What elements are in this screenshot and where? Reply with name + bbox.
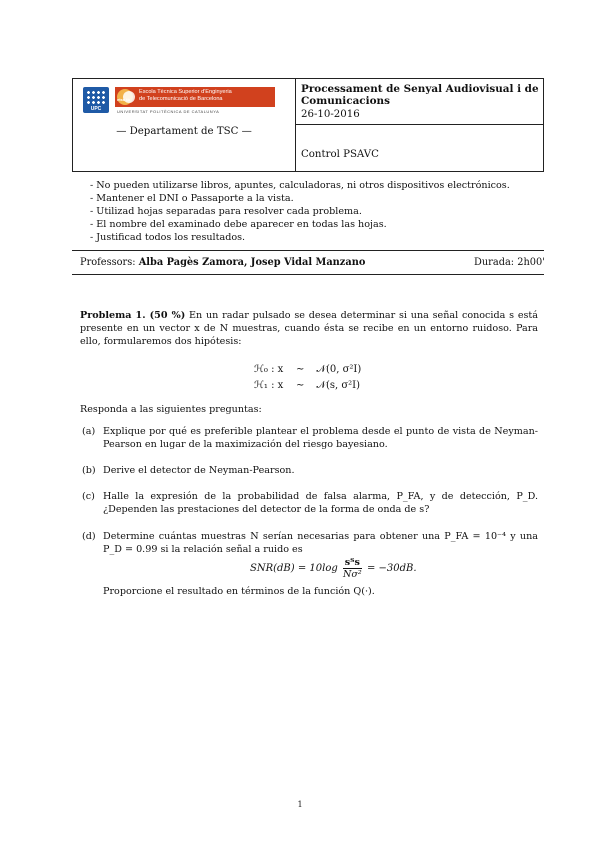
rules-list	[90, 179, 550, 244]
header-divider	[295, 79, 296, 171]
rule-item: - Utilizad hojas separadas para resolver cada problema.	[90, 206, 362, 217]
professors: Professors: Alba Pagès Zamora, Josep Vidal Manzano	[80, 257, 366, 268]
snr-formula: SNR(dB) = 10log $\frac{\text{sᵀs}}{\text{Nσ²}}$ = −30dB.	[250, 557, 417, 580]
divider-bottom	[72, 274, 544, 275]
question-d: (d) Determine cuántas muestras N serían necesarias para obtener una P_FA = 10⁻⁴ y una P_D = 0.99 si la relación señal a ruido es	[82, 531, 538, 555]
etsetb-logo: etse tb Escola Tècnica Superior d'Enginyeria de Telecomunicació de Barcelona	[115, 87, 275, 107]
question-b: (b) Derive el detector de Neyman-Pearson.	[82, 465, 295, 476]
duration: Durada: 2h00'	[474, 257, 545, 268]
logos	[83, 85, 283, 119]
question-c: (c) Halle la expresión de la probabilidad de falsa alarma, P_FA, y de detección, P_D. ¿Dependen las prestaciones del detector de la forma de onda de s?	[82, 491, 538, 515]
question-d-closing: Proporcione el resultado en términos de la función Q(·).	[103, 586, 375, 597]
problem-intro: En un radar pulsado se desea determinar si una señal conocida s está presente en un vector x de N muestras, cuando ésta se recibe en un entorno ruidoso. Para ello, formularemos dos hipótesis:	[80, 310, 538, 347]
upc-subtitle: UNIVERSITAT POLITÈCNICA DE CATALUNYA	[117, 109, 220, 114]
problem-title: Problema 1. (50 %)	[80, 310, 186, 321]
exam-header	[72, 78, 544, 172]
problem-statement	[80, 309, 538, 348]
department: — Departament de TSC —	[116, 126, 252, 137]
rule-item: - No pueden utilizarse libros, apuntes, calculadoras, ni otros dispositivos electrónicos.	[90, 180, 510, 191]
rule-item: - El nombre del examinado debe aparecer en todas las hojas.	[90, 219, 387, 230]
rule-item: - Mantener el DNI o Passaporte a la vista.	[90, 193, 294, 204]
divider-top	[72, 250, 544, 251]
hypothesis-0: ℋ₀ : x ∼ 𝒩(0, σ²I)	[254, 364, 362, 375]
snr-fraction: $\frac{\text{sᵀs}}{\text{Nσ²}}$	[342, 557, 362, 580]
exam-date: 26-10-2016	[301, 109, 360, 120]
question-a: (a) Explique por qué es preferible plantear el problema desde el punto de vista de Neyman-Pearson en lugar de la maximización del riesgo bayesiano.	[82, 426, 538, 450]
upc-logo: UPC	[83, 87, 109, 113]
exam-name: Control PSAVC	[301, 149, 379, 160]
rule-item: - Justificad todos los resultados.	[90, 232, 246, 243]
course-title: Processament de Senyal Audiovisual i de Comunicacions	[301, 83, 539, 107]
hypothesis-1: ℋ₁ : x ∼ 𝒩(s, σ²I)	[254, 380, 361, 391]
questions-prompt: Responda a las siguientes preguntas:	[80, 404, 262, 415]
header-hline	[295, 124, 543, 125]
page-number: 1	[297, 800, 303, 809]
